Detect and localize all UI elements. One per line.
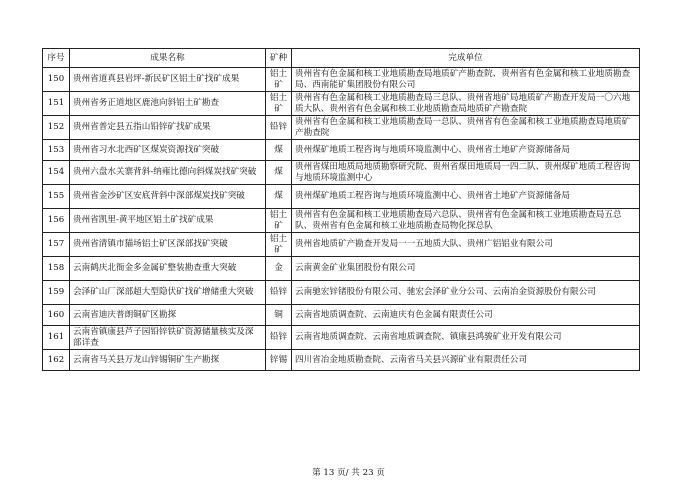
- cell-no: 155: [43, 185, 70, 209]
- cell-name: 云南省迪庆普朗铜矿区勘探: [70, 305, 266, 326]
- cell-unit: 贵州煤矿地质工程咨询与地质环境监测中心、贵州省土地矿产资源储备局: [292, 185, 640, 209]
- cell-unit: 云南黄金矿业集团股份有限公司: [292, 257, 640, 281]
- cell-no: 158: [43, 257, 70, 281]
- cell-name: 贵州省清镇市猫场铝土矿区深部找矿突破: [70, 233, 266, 257]
- cell-mineral: 铜: [266, 305, 292, 326]
- cell-unit: 贵州煤矿地质工程咨询与地质环境监测中心、贵州省土地矿产资源储备局: [292, 140, 640, 161]
- cell-name: 云南鹤庆北衙金多金属矿整装勘查重大突破: [70, 257, 266, 281]
- header-name: 成果名称: [70, 49, 266, 68]
- cell-name: 贵州省普定县五指山铅锌矿找矿成果: [70, 116, 266, 140]
- header-unit: 完成单位: [292, 49, 640, 68]
- cell-name: 贵州省金沙矿区安底背斜中深部煤炭找矿突破: [70, 185, 266, 209]
- table-row: [43, 161, 640, 185]
- cell-no: 150: [43, 68, 70, 92]
- cell-no: 154: [43, 161, 70, 185]
- page-number: 第 13 页/ 共 23 页: [312, 468, 385, 478]
- cell-unit: 四川省冶金地质勘查院、云南省马关县兴源矿业有限责任公司: [292, 350, 640, 371]
- cell-no: 160: [43, 305, 70, 326]
- cell-mineral: 铝土矿: [266, 92, 292, 116]
- cell-no: 162: [43, 350, 70, 371]
- cell-mineral: 金: [266, 257, 292, 281]
- table-row: [43, 233, 640, 257]
- cell-name: 贵州省凯里-黄平地区铝土矿找矿成果: [70, 209, 266, 233]
- cell-no: 152: [43, 116, 70, 140]
- cell-mineral: 铅锌: [266, 116, 292, 140]
- cell-no: 157: [43, 233, 70, 257]
- cell-mineral: 铝土矿: [266, 209, 292, 233]
- cell-mineral: 煤: [266, 161, 292, 185]
- cell-name: 贵州省习水北西矿区煤炭资源找矿突破: [70, 140, 266, 161]
- cell-unit: 贵州省地质矿产勘查开发局一一五地质大队、贵州广铝铝业有限公司: [292, 233, 640, 257]
- cell-unit: 云南省地质调查院、云南省地质调查院、镇康县鸿骏矿业开发有限公司: [292, 326, 640, 350]
- cell-mineral: 铝土矿: [266, 233, 292, 257]
- table-row: [43, 185, 640, 209]
- cell-name: 云南省镇康县芦子园铅锌铁矿资源储量核实及深部详查: [70, 326, 266, 350]
- cell-name: 会泽矿山厂深部超大型隐伏矿找矿增储重大突破: [70, 281, 266, 305]
- header-mineral: 矿种: [266, 49, 292, 68]
- header-no: 序号: [43, 49, 70, 68]
- table-header-row: [43, 49, 640, 68]
- cell-mineral: 煤: [266, 185, 292, 209]
- cell-unit: 云南省地质调查院、云南迪庆有色金属有限责任公司: [292, 305, 640, 326]
- table-row: [43, 305, 640, 326]
- table-row: [43, 326, 640, 350]
- cell-name: 云南省马关县万龙山锌锡铜矿生产勘探: [70, 350, 266, 371]
- cell-mineral: 锌锡: [266, 350, 292, 371]
- table-row: [43, 68, 640, 92]
- cell-unit: 贵州省有色金属和核工业地质勘查局三总队、贵州省地矿局地质矿产勘查开发局一〇六地质大队、贵州省有色金属和核工业地质勘查局地质矿产勘查院: [292, 92, 640, 116]
- table-row: [43, 116, 640, 140]
- cell-mineral: 铅锌: [266, 326, 292, 350]
- cell-no: 159: [43, 281, 70, 305]
- cell-mineral: 铝土矿: [266, 68, 292, 92]
- cell-name: 贵州省务正道地区鹿池向斜铝土矿勘查: [70, 92, 266, 116]
- table-row: [43, 257, 640, 281]
- table-row: [43, 92, 640, 116]
- cell-no: 161: [43, 326, 70, 350]
- cell-no: 151: [43, 92, 70, 116]
- cell-unit: 贵州省有色金属和核工业地质勘查局六总队、贵州省有色金属和核工业地质勘查局五总队、贵州省有色金属和核工业地质勘查局物化探总队: [292, 209, 640, 233]
- cell-name: 贵州六盘水关寨背斜-纳雍比德向斜煤炭找矿突破: [70, 161, 266, 185]
- cell-unit: 贵州省有色金属和核工业地质勘查局地质矿产勘查院、贵州省有色金属和核工业地质勘查局、西南能矿集团股份有限公司: [292, 68, 640, 92]
- table-row: [43, 140, 640, 161]
- table-row: [43, 350, 640, 371]
- cell-name: 贵州省道真县岩坪-新民矿区铝土矿找矿成果: [70, 68, 266, 92]
- table-row: [43, 209, 640, 233]
- cell-unit: 贵州省有色金属和核工业地质勘查局一总队、贵州省有色金属和核工业地质勘查局地质矿产勘查院: [292, 116, 640, 140]
- cell-no: 153: [43, 140, 70, 161]
- cell-unit: 云南驰宏锌锗股份有限公司、驰宏会泽矿业分公司、云南冶金资源股份有限公司: [292, 281, 640, 305]
- cell-mineral: 煤: [266, 140, 292, 161]
- cell-unit: 贵州省煤田地质局地质勘察研究院、贵州省煤田地质局一四二队、贵州煤矿地质工程咨询与地质环境监测中心: [292, 161, 640, 185]
- results-table: [42, 48, 640, 371]
- cell-mineral: 铅锌: [266, 281, 292, 305]
- cell-no: 156: [43, 209, 70, 233]
- table-row: [43, 281, 640, 305]
